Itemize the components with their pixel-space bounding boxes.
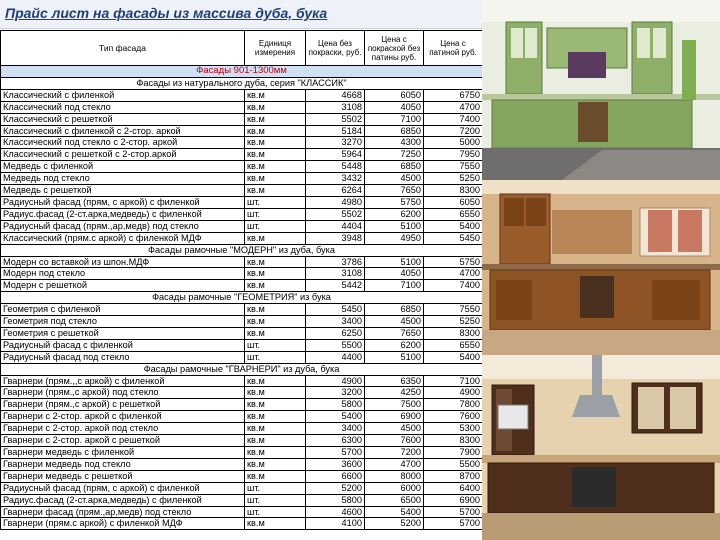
price-raw-cell: 5800: [306, 399, 365, 411]
price-raw-cell: 3270: [306, 137, 365, 149]
price-painted-cell: 4050: [365, 101, 424, 113]
unit-cell: кв.м: [245, 137, 306, 149]
unit-cell: шт.: [245, 506, 306, 518]
price-patina-cell: 8300: [424, 435, 483, 447]
price-patina-cell: 5250: [424, 316, 483, 328]
price-painted-cell: 8000: [365, 470, 424, 482]
table-row: [1, 458, 483, 470]
price-raw-cell: 3432: [306, 173, 365, 185]
price-patina-cell: 6550: [424, 208, 483, 220]
facade-type-cell: Модерн с решеткой: [1, 280, 245, 292]
price-patina-cell: 7900: [424, 447, 483, 459]
table-row: [1, 256, 483, 268]
table-row: [1, 196, 483, 208]
unit-cell: кв.м: [245, 101, 306, 113]
price-raw-cell: 6600: [306, 470, 365, 482]
table-row: [1, 327, 483, 339]
price-patina-cell: 7400: [424, 113, 483, 125]
unit-cell: кв.м: [245, 161, 306, 173]
facade-type-cell: Классический с филенкой с 2-стор. аркой: [1, 125, 245, 137]
section-title: Фасады рамочные "МОДЕРН" из дуба, бука: [1, 244, 483, 256]
price-painted-cell: 7500: [365, 399, 424, 411]
price-painted-cell: 7600: [365, 435, 424, 447]
facade-type-cell: Радиусный фасад (прям, с аркой) с филенкой: [1, 196, 245, 208]
header-type: Тип фасада: [1, 31, 245, 66]
price-painted-cell: 4050: [365, 268, 424, 280]
price-raw-cell: 5450: [306, 304, 365, 316]
kitchen-photo-wood: [482, 180, 720, 355]
facade-type-cell: Медведь с решеткой: [1, 185, 245, 197]
unit-cell: кв.м: [245, 316, 306, 328]
price-painted-cell: 7650: [365, 327, 424, 339]
price-patina-cell: 5400: [424, 351, 483, 363]
header-price-painted: Цена с покраской без патины руб.: [365, 31, 424, 66]
table-row: [1, 399, 483, 411]
table-row: [1, 339, 483, 351]
table-row: [1, 351, 483, 363]
table-row: [1, 149, 483, 161]
price-raw-cell: 5184: [306, 125, 365, 137]
unit-cell: кв.м: [245, 280, 306, 292]
price-patina-cell: 5700: [424, 518, 483, 530]
facade-type-cell: Радиус.фасад (2-ст.арка,медведь) с филенкой: [1, 494, 245, 506]
price-raw-cell: 4400: [306, 351, 365, 363]
unit-cell: кв.м: [245, 470, 306, 482]
facade-type-cell: Радиусный фасад под стекло: [1, 351, 245, 363]
table-row: [1, 470, 483, 482]
unit-cell: кв.м: [245, 125, 306, 137]
facade-type-cell: Радиусный фасад (прям, с аркой) с филенкой: [1, 482, 245, 494]
price-patina-cell: 5000: [424, 137, 483, 149]
price-painted-cell: 5100: [365, 351, 424, 363]
price-raw-cell: 5200: [306, 482, 365, 494]
unit-cell: кв.м: [245, 423, 306, 435]
facade-type-cell: Классический с решеткой: [1, 113, 245, 125]
price-raw-cell: 5502: [306, 113, 365, 125]
price-raw-cell: 3400: [306, 316, 365, 328]
price-painted-cell: 6200: [365, 208, 424, 220]
size-range-row: [1, 66, 483, 78]
unit-cell: шт.: [245, 494, 306, 506]
table-row: [1, 316, 483, 328]
price-raw-cell: 3600: [306, 458, 365, 470]
section-title: Фасады из натурального дуба, серия "КЛАССИК": [1, 77, 483, 89]
price-raw-cell: 5448: [306, 161, 365, 173]
price-patina-cell: 5300: [424, 423, 483, 435]
price-painted-cell: 7100: [365, 280, 424, 292]
price-patina-cell: 7200: [424, 125, 483, 137]
facade-type-cell: Гварнери фасад (прям.,ар,медв) под стекло: [1, 506, 245, 518]
price-patina-cell: 6900: [424, 494, 483, 506]
price-raw-cell: 4900: [306, 375, 365, 387]
price-raw-cell: 4980: [306, 196, 365, 208]
price-patina-cell: 7550: [424, 304, 483, 316]
price-patina-cell: 7600: [424, 411, 483, 423]
price-patina-cell: 8700: [424, 470, 483, 482]
unit-cell: кв.м: [245, 411, 306, 423]
facade-type-cell: Классический с филенкой: [1, 89, 245, 101]
table-row: [1, 423, 483, 435]
unit-cell: шт.: [245, 208, 306, 220]
facade-type-cell: Классический под стекло: [1, 101, 245, 113]
price-patina-cell: 4900: [424, 387, 483, 399]
unit-cell: кв.м: [245, 399, 306, 411]
unit-cell: кв.м: [245, 435, 306, 447]
price-patina-cell: 7100: [424, 375, 483, 387]
header-unit: Единиця измерения: [245, 31, 306, 66]
unit-cell: кв.м: [245, 185, 306, 197]
price-patina-cell: 8300: [424, 185, 483, 197]
price-raw-cell: 3108: [306, 101, 365, 113]
price-painted-cell: 5750: [365, 196, 424, 208]
price-raw-cell: 4600: [306, 506, 365, 518]
price-patina-cell: 5750: [424, 256, 483, 268]
price-raw-cell: 5800: [306, 494, 365, 506]
section-header-row: [1, 292, 483, 304]
price-painted-cell: 6500: [365, 494, 424, 506]
price-painted-cell: 7100: [365, 113, 424, 125]
facade-type-cell: Гварнери с 2-стор. аркой под стекло: [1, 423, 245, 435]
price-raw-cell: 4668: [306, 89, 365, 101]
table-row: [1, 220, 483, 232]
unit-cell: кв.м: [245, 149, 306, 161]
unit-cell: кв.м: [245, 113, 306, 125]
facade-type-cell: Медведь под стекло: [1, 173, 245, 185]
facade-type-cell: Классический (прям.с аркой) с филенкой МДФ: [1, 232, 245, 244]
unit-cell: кв.м: [245, 387, 306, 399]
price-painted-cell: 7250: [365, 149, 424, 161]
section-header-row: [1, 77, 483, 89]
price-raw-cell: 6264: [306, 185, 365, 197]
kitchen-photo-green: [482, 0, 720, 180]
unit-cell: кв.м: [245, 458, 306, 470]
section-header-row: [1, 244, 483, 256]
price-patina-cell: 7400: [424, 280, 483, 292]
facade-type-cell: Геометрия с решеткой: [1, 327, 245, 339]
table-row: [1, 268, 483, 280]
price-painted-cell: 4950: [365, 232, 424, 244]
price-raw-cell: 5442: [306, 280, 365, 292]
facade-type-cell: Геометрия под стекло: [1, 316, 245, 328]
table-row: [1, 506, 483, 518]
price-table: [0, 30, 483, 530]
unit-cell: кв.м: [245, 256, 306, 268]
price-raw-cell: 5502: [306, 208, 365, 220]
header-price-raw: Цена без покраски, руб.: [306, 31, 365, 66]
price-painted-cell: 7650: [365, 185, 424, 197]
price-painted-cell: 5200: [365, 518, 424, 530]
facade-type-cell: Гварнери медведь под стекло: [1, 458, 245, 470]
facade-type-cell: Гварнери (прям.,,с аркой) с филенкой: [1, 375, 245, 387]
header-row: [1, 31, 483, 66]
kitchen-photos: [482, 0, 720, 540]
price-patina-cell: 4700: [424, 101, 483, 113]
table-row: [1, 161, 483, 173]
price-raw-cell: 5500: [306, 339, 365, 351]
price-painted-cell: 7200: [365, 447, 424, 459]
table-row: [1, 494, 483, 506]
price-painted-cell: 4250: [365, 387, 424, 399]
price-painted-cell: 5400: [365, 506, 424, 518]
unit-cell: кв.м: [245, 89, 306, 101]
price-painted-cell: 5100: [365, 256, 424, 268]
table-row: [1, 185, 483, 197]
facade-type-cell: Геометрия с филенкой: [1, 304, 245, 316]
table-row: [1, 482, 483, 494]
price-patina-cell: 6550: [424, 339, 483, 351]
price-raw-cell: 3948: [306, 232, 365, 244]
header-price-patina: Цена с патиной руб.: [424, 31, 483, 66]
facade-type-cell: Классический под стекло с 2-стор. аркой: [1, 137, 245, 149]
table-row: [1, 435, 483, 447]
price-painted-cell: 5100: [365, 220, 424, 232]
table-row: [1, 173, 483, 185]
price-raw-cell: 3400: [306, 423, 365, 435]
facade-type-cell: Радиус.фасад (2-ст.арка,медведь) с филенкой: [1, 208, 245, 220]
facade-type-cell: Гварнери медведь с филенкой: [1, 447, 245, 459]
table-row: [1, 89, 483, 101]
unit-cell: кв.м: [245, 327, 306, 339]
table-row: [1, 304, 483, 316]
unit-cell: шт.: [245, 339, 306, 351]
price-raw-cell: 3786: [306, 256, 365, 268]
facade-type-cell: Гварнери с 2-стор. аркой с филенкой: [1, 411, 245, 423]
page-title: Прайс лист на фасады из массива дуба, бука: [5, 5, 328, 21]
price-painted-cell: 4700: [365, 458, 424, 470]
unit-cell: кв.м: [245, 447, 306, 459]
price-painted-cell: 6350: [365, 375, 424, 387]
unit-cell: кв.м: [245, 518, 306, 530]
price-painted-cell: 6900: [365, 411, 424, 423]
facade-type-cell: Классический с решеткой с 2-стор.аркой: [1, 149, 245, 161]
price-patina-cell: 5700: [424, 506, 483, 518]
unit-cell: кв.м: [245, 232, 306, 244]
facade-type-cell: Гварнери (прям.,с аркой) с решеткой: [1, 399, 245, 411]
price-raw-cell: 3200: [306, 387, 365, 399]
price-patina-cell: 5250: [424, 173, 483, 185]
section-header-row: [1, 363, 483, 375]
unit-cell: кв.м: [245, 268, 306, 280]
price-painted-cell: 6200: [365, 339, 424, 351]
facade-type-cell: Гварнери медведь с решеткой: [1, 470, 245, 482]
unit-cell: шт.: [245, 220, 306, 232]
facade-type-cell: Гварнери (прям.,с аркой) под стекло: [1, 387, 245, 399]
table-row: [1, 375, 483, 387]
price-painted-cell: 6850: [365, 125, 424, 137]
price-painted-cell: 4500: [365, 316, 424, 328]
price-painted-cell: 6850: [365, 304, 424, 316]
price-patina-cell: 5450: [424, 232, 483, 244]
price-patina-cell: 8300: [424, 327, 483, 339]
price-raw-cell: 6250: [306, 327, 365, 339]
price-raw-cell: 4404: [306, 220, 365, 232]
unit-cell: кв.м: [245, 375, 306, 387]
table-row: [1, 125, 483, 137]
price-raw-cell: 6300: [306, 435, 365, 447]
price-painted-cell: 6850: [365, 161, 424, 173]
unit-cell: кв.м: [245, 173, 306, 185]
price-patina-cell: 6400: [424, 482, 483, 494]
kitchen-photo-modern: [482, 355, 720, 540]
unit-cell: шт.: [245, 196, 306, 208]
table-row: [1, 387, 483, 399]
price-painted-cell: 4500: [365, 423, 424, 435]
table-row: [1, 518, 483, 530]
unit-cell: шт.: [245, 351, 306, 363]
price-patina-cell: 4700: [424, 268, 483, 280]
price-patina-cell: 7800: [424, 399, 483, 411]
price-patina-cell: 7550: [424, 161, 483, 173]
table-row: [1, 101, 483, 113]
table-row: [1, 113, 483, 125]
unit-cell: шт.: [245, 482, 306, 494]
table-row: [1, 137, 483, 149]
section-title: Фасады рамочные "ГВАРНЕРИ" из дуба, бука: [1, 363, 483, 375]
price-raw-cell: 4100: [306, 518, 365, 530]
price-painted-cell: 4300: [365, 137, 424, 149]
section-title: Фасады рамочные "ГЕОМЕТРИЯ" из бука: [1, 292, 483, 304]
facade-type-cell: Радиусный фасад с филенкой: [1, 339, 245, 351]
price-raw-cell: 5400: [306, 411, 365, 423]
price-patina-cell: 7950: [424, 149, 483, 161]
facade-type-cell: Медведь с филенкой: [1, 161, 245, 173]
facade-type-cell: Радиусный фасад (прям.,ар,медв) под стекло: [1, 220, 245, 232]
price-raw-cell: 3108: [306, 268, 365, 280]
table-row: [1, 411, 483, 423]
facade-type-cell: Модерн со вставкой из шпон.МДФ: [1, 256, 245, 268]
price-patina-cell: 6050: [424, 196, 483, 208]
price-painted-cell: 4500: [365, 173, 424, 185]
table-row: [1, 280, 483, 292]
price-raw-cell: 5700: [306, 447, 365, 459]
price-patina-cell: 6750: [424, 89, 483, 101]
price-patina-cell: 5400: [424, 220, 483, 232]
price-patina-cell: 5500: [424, 458, 483, 470]
facade-type-cell: Гварнери (прям.с аркой) с филенкой МДФ: [1, 518, 245, 530]
table-row: [1, 232, 483, 244]
size-range-label: Фасады 901-1300мм: [1, 66, 483, 78]
price-painted-cell: 6050: [365, 89, 424, 101]
price-raw-cell: 5964: [306, 149, 365, 161]
unit-cell: кв.м: [245, 304, 306, 316]
price-painted-cell: 6000: [365, 482, 424, 494]
title-bar: [0, 0, 482, 29]
table-row: [1, 447, 483, 459]
facade-type-cell: Модерн под стекло: [1, 268, 245, 280]
table-row: [1, 208, 483, 220]
facade-type-cell: Гварнери с 2-стор. аркой с решеткой: [1, 435, 245, 447]
